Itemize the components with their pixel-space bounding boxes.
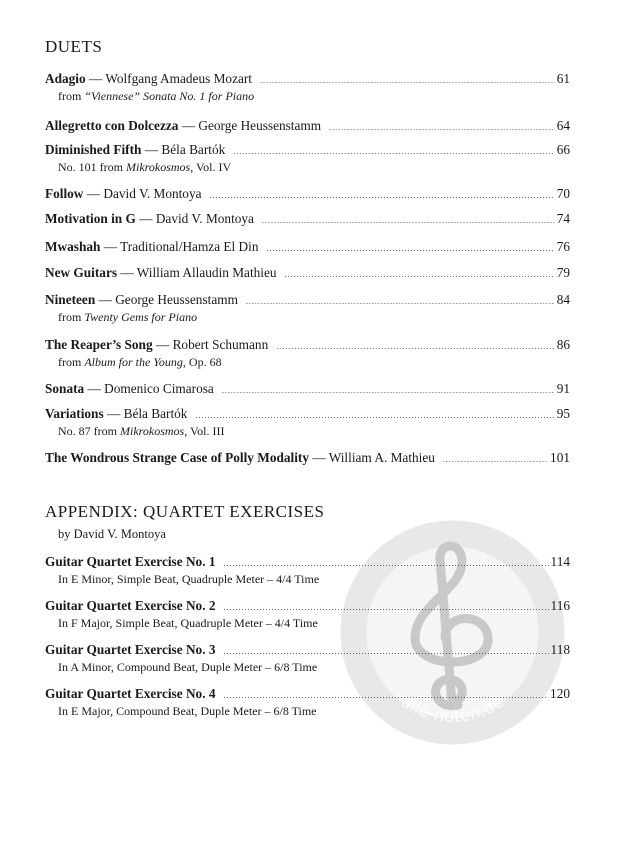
toc-entry[interactable] — [45, 449, 570, 468]
title-separator: — — [98, 292, 112, 307]
source-suffix: , Op. 68 — [182, 355, 222, 369]
toc-entry-line — [45, 70, 570, 89]
piece-title: The Wondrous Strange Case of Polly Modality — [45, 450, 309, 465]
toc-entry-heading — [45, 264, 277, 281]
dot-leader — [224, 643, 549, 660]
piece-title: Sonata — [45, 381, 85, 396]
dot-leader — [224, 599, 549, 616]
piece-title: Adagio — [45, 71, 86, 86]
dot-leader — [195, 407, 554, 424]
appendix-entry[interactable] — [45, 641, 570, 675]
exercise-description: In E Minor, Simple Beat, Quadruple Meter – 4/4 Time — [58, 572, 320, 586]
piece-title: Follow — [45, 186, 84, 201]
piece-source — [45, 160, 570, 175]
page-number: 70 — [556, 186, 570, 201]
dot-leader — [210, 187, 555, 204]
composer-name: William Allaudin Mathieu — [136, 265, 277, 280]
toc-entry-heading — [45, 449, 435, 466]
composer-name: William A. Mathieu — [328, 450, 435, 465]
toc-entry-heading — [45, 117, 321, 134]
composer-name: David V. Montoya — [103, 186, 202, 201]
page-number: 116 — [550, 598, 570, 613]
page-number: 76 — [556, 239, 570, 254]
exercise-title: Guitar Quartet Exercise No. 3 — [45, 642, 216, 657]
toc-entry[interactable] — [45, 185, 570, 204]
source-prefix: from — [58, 310, 85, 324]
piece-title: Variations — [45, 406, 104, 421]
appendix-entry[interactable] — [45, 553, 570, 587]
dot-leader — [285, 266, 555, 283]
appendix-byline: by David V. Montoya — [58, 527, 166, 541]
dot-leader — [246, 293, 555, 310]
page-number: 101 — [550, 450, 570, 465]
toc-entry-heading — [45, 210, 254, 227]
exercise-title: Guitar Quartet Exercise No. 1 — [45, 554, 216, 569]
dot-leader — [260, 72, 555, 89]
exercise-description: In A Minor, Compound Beat, Duple Meter – 6/8 Time — [58, 660, 318, 674]
appendix-entry-line — [45, 641, 570, 660]
composer-name: Béla Bartók — [161, 142, 226, 157]
toc-entry-line — [45, 117, 570, 136]
title-separator: — — [144, 142, 159, 157]
appendix-entry-line — [45, 685, 570, 704]
composer-name: Béla Bartók — [123, 406, 188, 421]
duets-heading: DUETS — [45, 37, 103, 56]
piece-source — [45, 424, 570, 439]
source-work-title: Mikrokosmos — [120, 424, 185, 438]
toc-entry-line — [45, 336, 570, 355]
source-prefix: from — [58, 89, 85, 103]
page-number: 61 — [556, 71, 570, 86]
piece-title: Nineteen — [45, 292, 96, 307]
toc-entry-line — [45, 380, 570, 399]
dot-leader — [443, 451, 548, 468]
page-number: 84 — [556, 292, 570, 307]
title-separator: — — [181, 118, 196, 133]
source-prefix: No. 87 from — [58, 424, 120, 438]
composer-name: George Heussenstamm — [115, 292, 238, 307]
appendix-heading: APPENDIX: QUARTET EXERCISES — [45, 502, 325, 521]
title-separator: — — [312, 450, 326, 465]
dot-leader — [267, 240, 555, 257]
exercise-description: In F Major, Simple Beat, Quadruple Meter – 4/4 Time — [58, 616, 318, 630]
composer-name: Traditional/Hamza El Din — [120, 239, 259, 254]
piece-title: Diminished Fifth — [45, 142, 142, 157]
toc-entry-heading — [45, 336, 268, 353]
source-work-title: Mikrokosmos — [126, 160, 191, 174]
piece-source — [45, 89, 570, 104]
toc-entry-heading — [45, 405, 187, 422]
page-number: 74 — [556, 211, 570, 226]
title-separator: — — [139, 211, 153, 226]
dot-leader — [224, 555, 549, 572]
dot-leader — [222, 382, 555, 399]
exercise-title: Guitar Quartet Exercise No. 2 — [45, 598, 216, 613]
toc-entry-line — [45, 185, 570, 204]
appendix-entry[interactable] — [45, 597, 570, 631]
composer-name: Robert Schumann — [172, 337, 269, 352]
toc-entry[interactable] — [45, 70, 570, 104]
toc-entry-line — [45, 449, 570, 468]
source-prefix: from — [58, 355, 85, 369]
page-number: 64 — [556, 118, 570, 133]
composer-name: David V. Montoya — [155, 211, 254, 226]
toc-entry-heading — [45, 380, 214, 397]
piece-source — [45, 355, 570, 370]
title-separator: — — [87, 381, 101, 396]
title-separator: — — [155, 337, 170, 352]
piece-title: Mwashah — [45, 239, 101, 254]
composer-name: Domenico Cimarosa — [104, 381, 214, 396]
exercise-title: Guitar Quartet Exercise No. 4 — [45, 686, 216, 701]
toc-entry[interactable] — [45, 141, 570, 175]
composer-name: Wolfgang Amadeus Mozart — [105, 71, 252, 86]
appendix-entry[interactable] — [45, 685, 570, 719]
appendix-entry-line — [45, 553, 570, 572]
toc-entry-line — [45, 291, 570, 310]
toc-entry[interactable] — [45, 264, 570, 283]
piece-source — [45, 310, 570, 325]
dot-leader — [233, 143, 554, 160]
toc-entry-heading — [45, 141, 225, 158]
piece-title: The Reaper’s Song — [45, 337, 153, 352]
page-number: 95 — [556, 406, 570, 421]
piece-title: Motivation in G — [45, 211, 136, 226]
dot-leader — [329, 119, 555, 136]
toc-entry[interactable] — [45, 210, 570, 229]
toc-entry-line — [45, 141, 570, 160]
source-work-title: Album for the Young — [84, 355, 183, 369]
page-number: 66 — [556, 142, 570, 157]
source-work-title: “Viennese” Sonata No. 1 for Piano — [84, 89, 255, 103]
title-separator: — — [86, 186, 101, 201]
dot-leader — [276, 338, 554, 355]
toc-entry-line — [45, 405, 570, 424]
page-number: 86 — [556, 337, 570, 352]
toc-entry[interactable] — [45, 336, 570, 370]
toc-entry-line — [45, 264, 570, 283]
title-separator: — — [88, 71, 103, 86]
dot-leader — [262, 212, 555, 229]
page-number: 114 — [550, 554, 570, 569]
source-prefix: No. 101 from — [58, 160, 126, 174]
piece-title: Allegretto con Dolcezza — [45, 118, 179, 133]
title-separator: — — [106, 406, 121, 421]
toc-entry-heading — [45, 185, 202, 202]
toc-entry-line — [45, 238, 570, 257]
appendix-entry-line — [45, 597, 570, 616]
source-suffix: , Vol. IV — [190, 160, 232, 174]
page-number: 118 — [550, 642, 570, 657]
toc-entry-heading — [45, 70, 252, 87]
page-number: 91 — [556, 381, 570, 396]
exercise-description: In E Major, Compound Beat, Duple Meter – 6/8 Time — [58, 704, 317, 718]
toc-entry-line — [45, 210, 570, 229]
page-number: 120 — [550, 686, 570, 701]
toc-entry-heading — [45, 291, 238, 308]
source-work-title: Twenty Gems for Piano — [84, 310, 198, 324]
composer-name: George Heussenstamm — [198, 118, 322, 133]
piece-title: New Guitars — [45, 265, 118, 280]
watermark-text: alle-noten.de — [397, 691, 508, 727]
toc-entry[interactable] — [45, 405, 570, 439]
toc-entry[interactable] — [45, 117, 570, 136]
toc-entry[interactable] — [45, 291, 570, 325]
source-suffix: , Vol. III — [184, 424, 225, 438]
page-number: 79 — [556, 265, 570, 280]
toc-entry[interactable] — [45, 238, 570, 257]
dot-leader — [224, 687, 549, 704]
toc-entry[interactable] — [45, 380, 570, 399]
title-separator: — — [103, 239, 118, 254]
title-separator: — — [120, 265, 134, 280]
toc-entry-heading — [45, 238, 259, 255]
